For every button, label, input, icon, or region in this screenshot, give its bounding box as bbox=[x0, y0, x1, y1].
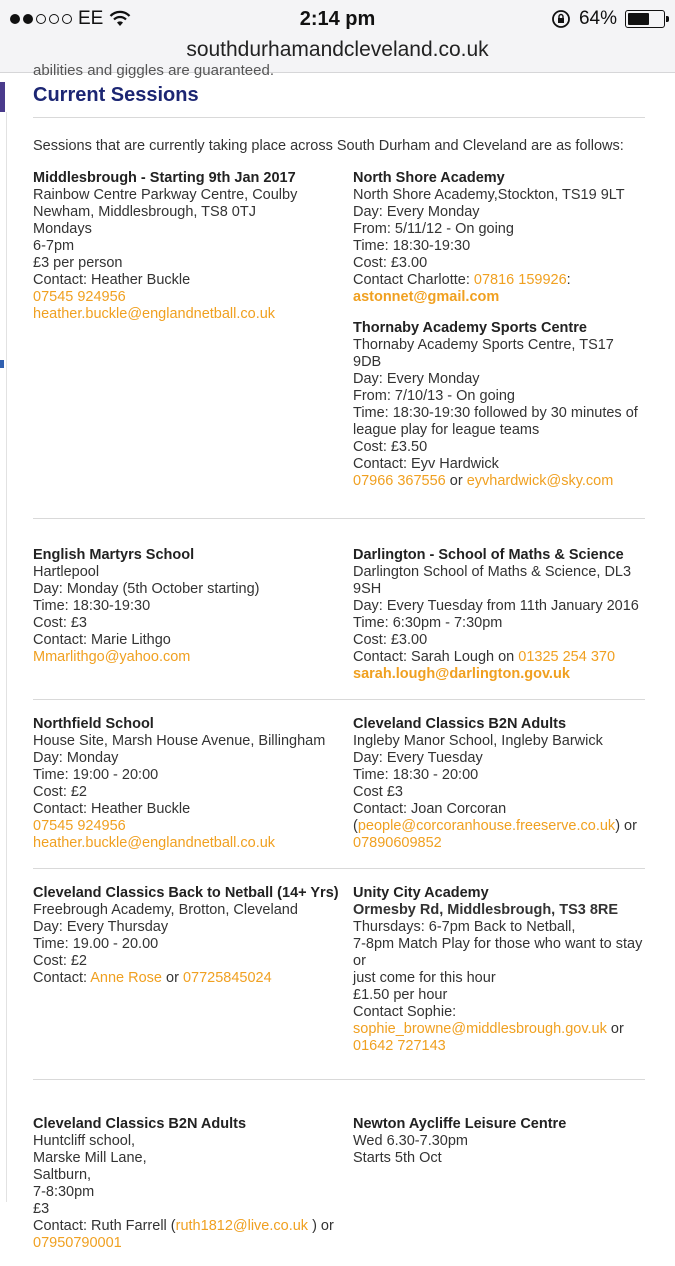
session-cost: Cost: £3.00 bbox=[353, 255, 428, 271]
email-link[interactable]: astonnet@gmail.com bbox=[353, 289, 500, 305]
battery-fill bbox=[628, 13, 649, 25]
session-day: Day: Every Tuesday from 11th January 2016 bbox=[353, 598, 639, 614]
sessions-column-left bbox=[33, 1116, 353, 1266]
sessions-row-5 bbox=[33, 1116, 645, 1266]
session-name: Unity City Academy bbox=[353, 885, 489, 901]
session-day: Day: Monday (5th October starting) bbox=[33, 581, 260, 597]
session-contact: Contact: Heather Buckle bbox=[33, 272, 191, 288]
sidebar-accent bbox=[0, 82, 5, 112]
session-venue: Ingleby Manor School, Ingleby Barwick bbox=[353, 733, 603, 749]
session-cost: £3 bbox=[33, 1201, 50, 1217]
rotation-lock-icon bbox=[551, 9, 571, 29]
session-time: Time: 18:30-19:30 followed by 30 minutes of bbox=[353, 405, 638, 421]
sessions-row-3 bbox=[33, 716, 645, 866]
sidebar-divider bbox=[6, 112, 7, 1202]
session-venue: House Site, Marsh House Avenue, Billingham bbox=[33, 733, 326, 749]
sessions-column-right bbox=[353, 1116, 645, 1266]
phone-link[interactable]: 01325 254 370 bbox=[518, 649, 616, 665]
phone-link[interactable]: 01642 727143 bbox=[353, 1038, 446, 1054]
session-name: Middlesbrough - Starting 9th Jan 2017 bbox=[33, 170, 296, 186]
session-day: Day: Every Thursday bbox=[33, 919, 169, 935]
divider bbox=[33, 1079, 645, 1080]
session-time-note: league play for league teams bbox=[353, 422, 540, 438]
email-link[interactable]: Mmarlithgo@yahoo.com bbox=[33, 649, 191, 665]
session-time: Time: 18:30-19:30 bbox=[353, 238, 471, 254]
sessions-column-left bbox=[33, 716, 353, 866]
session-venue: Darlington School of Maths & Science, DL3 9SH bbox=[353, 564, 632, 597]
session-time: Time: 6:30pm - 7:30pm bbox=[353, 615, 503, 631]
session-day: Mondays bbox=[33, 221, 92, 237]
session-cost: £3 per person bbox=[33, 255, 123, 271]
separator: or bbox=[606, 1021, 624, 1037]
separator: ) or bbox=[615, 818, 637, 834]
sessions-row-4 bbox=[33, 885, 645, 1069]
session-contact: Contact Sophie: bbox=[353, 1004, 457, 1020]
battery-area bbox=[551, 8, 665, 30]
session-cost: Cost: £3.00 bbox=[353, 632, 428, 648]
phone-link[interactable]: 07545 924956 bbox=[33, 289, 126, 305]
sessions-row-1 bbox=[33, 170, 645, 504]
separator: ( bbox=[353, 818, 358, 834]
session-time: 7-8:30pm bbox=[33, 1184, 95, 1200]
session-venue: Rainbow Centre Parkway Centre, Coulby bbox=[33, 187, 298, 203]
session-time: 6-7pm bbox=[33, 238, 75, 254]
session-english-martyrs bbox=[33, 547, 353, 666]
session-contact: Contact: Joan Corcoran bbox=[353, 801, 507, 817]
sessions-column-right bbox=[353, 547, 645, 697]
session-address: Newham, Middlesbrough, TS8 0TJ bbox=[33, 204, 256, 220]
battery-icon bbox=[625, 10, 665, 28]
session-thornaby bbox=[353, 320, 645, 490]
sessions-column-left bbox=[33, 547, 353, 697]
session-northfield bbox=[33, 716, 353, 852]
divider bbox=[33, 117, 645, 118]
phone-link[interactable]: 07950790001 bbox=[33, 1235, 122, 1251]
session-cost: Cost: £2 bbox=[33, 784, 87, 800]
session-town: Saltburn, bbox=[33, 1167, 92, 1183]
session-cost: Cost: £3 bbox=[33, 615, 87, 631]
carrier-name: EE bbox=[78, 8, 104, 29]
session-name: Thornaby Academy Sports Centre bbox=[353, 320, 587, 336]
session-time: Time: 18:30-19:30 bbox=[33, 598, 151, 614]
session-time: Time: 19:00 - 20:00 bbox=[33, 767, 159, 783]
separator: or bbox=[445, 473, 467, 489]
session-cost: Cost £3 bbox=[353, 784, 403, 800]
email-link[interactable]: ruth1812@live.co.uk bbox=[175, 1218, 309, 1234]
session-venue: North Shore Academy,Stockton, TS19 9LT bbox=[353, 187, 625, 203]
session-from: From: 7/10/13 - On going bbox=[353, 388, 515, 404]
sessions-row-2 bbox=[33, 547, 645, 697]
contact-name-link[interactable]: Anne Rose bbox=[90, 970, 162, 986]
session-contact bbox=[33, 1218, 353, 1235]
session-name: North Shore Academy bbox=[353, 170, 505, 186]
session-darlington bbox=[353, 547, 645, 683]
session-name: Darlington - School of Maths & Science bbox=[353, 547, 624, 563]
session-time: Time: 19.00 - 20.00 bbox=[33, 936, 159, 952]
session-day: Day: Every Monday bbox=[353, 204, 480, 220]
session-name: Cleveland Classics B2N Adults bbox=[33, 1116, 247, 1132]
session-contact bbox=[353, 649, 645, 666]
email-link[interactable]: sophie_browne@middlesbrough.gov.uk bbox=[353, 1021, 607, 1037]
session-venue: Thornaby Academy Sports Centre, TS17 9DB bbox=[353, 337, 614, 370]
session-newton-aycliffe bbox=[353, 1116, 645, 1167]
contact-label: Contact Charlotte: bbox=[353, 272, 474, 288]
session-from: From: 5/11/12 - On going bbox=[353, 221, 514, 237]
divider bbox=[33, 699, 645, 700]
divider bbox=[33, 518, 645, 519]
session-time-note: 7-8pm Match Play for those who want to stay or bbox=[353, 936, 643, 969]
phone-link[interactable]: 07966 367556 bbox=[353, 473, 446, 489]
main-content bbox=[33, 84, 645, 1266]
session-north-shore bbox=[353, 170, 645, 306]
session-venue: Freebrough Academy, Brotton, Cleveland bbox=[33, 902, 298, 918]
session-day: Day: Every Monday bbox=[353, 371, 480, 387]
contact-label: Contact: Sarah Lough on bbox=[353, 649, 519, 665]
session-cleveland-classics-ingleby bbox=[353, 716, 645, 852]
session-address: Marske Mill Lane, bbox=[33, 1150, 147, 1166]
session-cleveland-classics-saltburn bbox=[33, 1116, 353, 1252]
separator: : bbox=[566, 272, 571, 288]
phone-link[interactable]: 07545 924956 bbox=[33, 818, 126, 834]
separator: ) or bbox=[308, 1218, 334, 1234]
session-unity-city bbox=[353, 885, 645, 1055]
cutoff-text: abilities and giggles are guaranteed. bbox=[33, 62, 275, 79]
email-link[interactable]: people@corcoranhouse.freeserve.co.uk bbox=[357, 818, 616, 834]
session-cost: Cost: £2 bbox=[33, 953, 87, 969]
session-contact: Contact: Heather Buckle bbox=[33, 801, 191, 817]
session-address: Ormesby Rd, Middlesbrough, TS3 8RE bbox=[353, 902, 619, 918]
session-cleveland-classics-brotton bbox=[33, 885, 353, 987]
intro-text: Sessions that are currently taking place across South Durham and Cleveland are as follows: bbox=[33, 138, 624, 154]
session-name: Cleveland Classics Back to Netball (14+ Yrs) bbox=[33, 885, 339, 901]
phone-link[interactable]: 07890609852 bbox=[353, 835, 442, 851]
email-link[interactable]: eyvhardwick@sky.com bbox=[466, 473, 614, 489]
email-link[interactable]: heather.buckle@englandnetball.co.uk bbox=[33, 306, 276, 322]
contact-links bbox=[353, 818, 645, 835]
session-contact: Contact: Marie Lithgo bbox=[33, 632, 171, 648]
sessions-column-left bbox=[33, 885, 353, 1069]
clock: 2:14 pm bbox=[299, 8, 376, 30]
session-time-note: just come for this hour bbox=[353, 970, 496, 986]
session-name: English Martyrs School bbox=[33, 547, 195, 563]
divider bbox=[33, 868, 645, 869]
session-start: Starts 5th Oct bbox=[353, 1150, 442, 1166]
sessions-column-left bbox=[33, 170, 353, 504]
url-text[interactable]: southdurhamandcleveland.co.uk bbox=[186, 38, 489, 61]
session-middlesbrough bbox=[33, 170, 353, 323]
session-contact bbox=[33, 970, 353, 987]
phone-link[interactable]: 07725845024 bbox=[182, 970, 272, 986]
sessions-column-right bbox=[353, 170, 645, 504]
session-time: Wed 6.30-7.30pm bbox=[353, 1133, 468, 1149]
battery-percent: 64% bbox=[578, 8, 617, 29]
session-name: Newton Aycliffe Leisure Centre bbox=[353, 1116, 567, 1132]
sidebar-marker bbox=[0, 360, 4, 368]
session-day: Day: Every Tuesday bbox=[353, 750, 483, 766]
session-time: Time: 18:30 - 20:00 bbox=[353, 767, 479, 783]
session-cost: £1.50 per hour bbox=[353, 987, 448, 1003]
session-venue: Huntcliff school, bbox=[33, 1133, 136, 1149]
contact-links bbox=[353, 1021, 645, 1038]
contact-links bbox=[353, 473, 645, 490]
contact-label: Contact: Ruth Farrell ( bbox=[33, 1218, 176, 1234]
session-contact bbox=[353, 272, 645, 289]
session-time: Thursdays: 6-7pm Back to Netball, bbox=[353, 919, 576, 935]
ios-status-bar bbox=[0, 0, 675, 38]
sessions-column-right bbox=[353, 716, 645, 866]
page-title: Current Sessions bbox=[33, 84, 199, 106]
email-link[interactable]: sarah.lough@darlington.gov.uk bbox=[353, 666, 570, 682]
web-page bbox=[0, 62, 675, 1251]
session-day: Day: Monday bbox=[33, 750, 119, 766]
contact-label: Contact: bbox=[33, 970, 91, 986]
email-link[interactable]: heather.buckle@englandnetball.co.uk bbox=[33, 835, 276, 851]
session-name: Northfield School bbox=[33, 716, 154, 732]
session-contact: Contact: Eyv Hardwick bbox=[353, 456, 499, 472]
session-cost: Cost: £3.50 bbox=[353, 439, 428, 455]
phone-link[interactable]: 07816 159926 bbox=[473, 272, 567, 288]
session-venue: Hartlepool bbox=[33, 564, 100, 580]
separator: or bbox=[161, 970, 183, 986]
session-name: Cleveland Classics B2N Adults bbox=[353, 716, 567, 732]
sessions-column-right bbox=[353, 885, 645, 1069]
